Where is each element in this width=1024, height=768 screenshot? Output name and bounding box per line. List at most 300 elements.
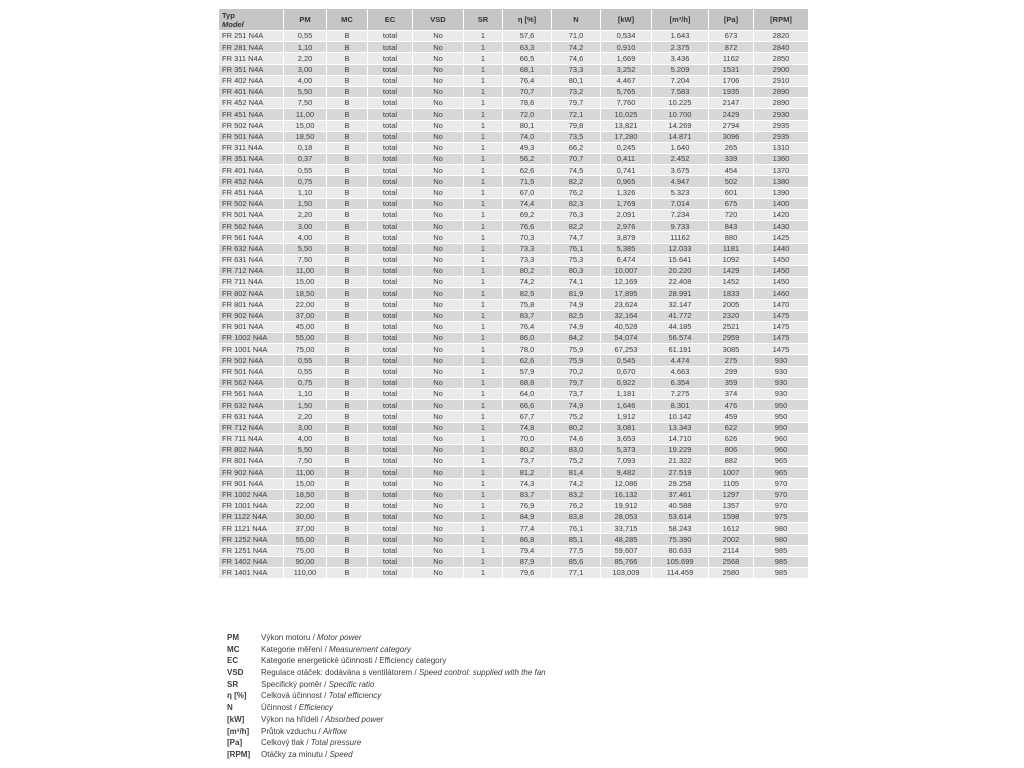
table-row [219,445,808,455]
cell-vsd: No [413,311,463,321]
cell-pa: 459 [709,411,753,421]
cell-rpm: 965 [754,456,808,466]
cell-vsd: No [413,322,463,332]
legend-item [227,738,546,750]
cell-pa: 3085 [709,344,753,354]
cell-pa: 1452 [709,277,753,287]
cell-mc: B [327,210,367,220]
cell-eta: 68,8 [503,378,551,388]
cell-kw: 0,922 [601,378,651,388]
cell-n: 85,6 [552,557,600,567]
cell-vsd: No [413,300,463,310]
cell-mc: B [327,445,367,455]
cell-rpm: 980 [754,534,808,544]
cell-eta: 67,7 [503,411,551,421]
cell-rpm: 980 [754,523,808,533]
cell-vsd: No [413,199,463,209]
cell-pa: 339 [709,154,753,164]
cell-m3h: 61.191 [652,344,708,354]
cell-pm: 18,50 [284,132,326,142]
cell-sr: 1 [464,355,502,365]
cell-m3h: 7.275 [652,389,708,399]
cell-kw: 0,910 [601,42,651,52]
cell-pm: 1,10 [284,188,326,198]
cell-kw: 0,670 [601,367,651,377]
cell-n: 80,3 [552,266,600,276]
cell-vsd: No [413,490,463,500]
cell-sr: 1 [464,333,502,343]
cell-model: FR 802 N4A [219,288,283,298]
table-row [219,98,808,108]
cell-rpm: 1460 [754,288,808,298]
cell-mc: B [327,534,367,544]
legend-english-text: Total efficiency [328,691,382,701]
cell-kw: 59,607 [601,546,651,556]
cell-rpm: 2850 [754,53,808,63]
cell-pm: 11,00 [284,266,326,276]
cell-kw: 0,411 [601,154,651,164]
cell-mc: B [327,523,367,533]
cell-n: 83,8 [552,512,600,522]
cell-ec: total [368,333,412,343]
cell-kw: 1,669 [601,53,651,63]
cell-rpm: 1390 [754,188,808,198]
cell-sr: 1 [464,411,502,421]
legend-abbr: N [227,703,233,713]
table-row [219,221,808,231]
cell-ec: total [368,154,412,164]
column-header-typ-label: Typ [222,10,235,20]
cell-sr: 1 [464,490,502,500]
legend-czech-text: Kategorie měření / [261,644,330,654]
cell-vsd: No [413,456,463,466]
cell-pm: 0,18 [284,143,326,153]
table-body [219,31,808,578]
fan-specs-table-wrap [218,8,798,579]
cell-m3h: 14.710 [652,434,708,444]
cell-kw: 7,760 [601,98,651,108]
cell-pa: 622 [709,423,753,433]
cell-kw: 1,646 [601,400,651,410]
cell-sr: 1 [464,423,502,433]
cell-kw: 6,474 [601,255,651,265]
cell-model: FR 562 N4A [219,378,283,388]
legend-czech-text: Celková účinnost / [261,691,329,701]
cell-model: FR 711 N4A [219,434,283,444]
cell-mc: B [327,344,367,354]
table-row [219,266,808,276]
cell-sr: 1 [464,479,502,489]
cell-pm: 37,00 [284,523,326,533]
legend-abbr: VSD [227,668,244,678]
cell-eta: 87,9 [503,557,551,567]
cell-vsd: No [413,501,463,511]
cell-m3h: 80.633 [652,546,708,556]
cell-m3h: 41.772 [652,311,708,321]
table-row [219,512,808,522]
cell-mc: B [327,512,367,522]
cell-sr: 1 [464,232,502,242]
cell-ec: total [368,434,412,444]
cell-pa: 2320 [709,311,753,321]
table-row [219,65,808,75]
legend-english-text: Efficiency category [379,656,447,666]
cell-kw: 28,053 [601,512,651,522]
table-row [219,210,808,220]
legend-abbr: SR [227,679,239,689]
cell-ec: total [368,523,412,533]
cell-mc: B [327,109,367,119]
cell-pm: 3,00 [284,221,326,231]
cell-kw: 48,285 [601,534,651,544]
cell-ec: total [368,490,412,500]
cell-n: 74,2 [552,42,600,52]
cell-kw: 1,326 [601,188,651,198]
cell-n: 74,9 [552,300,600,310]
table-row [219,523,808,533]
cell-n: 83,2 [552,490,600,500]
cell-model: FR 1002 N4A [219,490,283,500]
cell-n: 82,2 [552,176,600,186]
cell-eta: 69,2 [503,210,551,220]
legend [227,633,546,762]
cell-n: 74,9 [552,322,600,332]
cell-rpm: 1360 [754,154,808,164]
cell-pa: 454 [709,165,753,175]
cell-rpm: 1400 [754,199,808,209]
cell-model: FR 901 N4A [219,479,283,489]
cell-m3h: 32.147 [652,300,708,310]
cell-model: FR 562 N4A [219,221,283,231]
cell-vsd: No [413,400,463,410]
cell-kw: 2,976 [601,221,651,231]
cell-pm: 0,55 [284,165,326,175]
cell-model: FR 311 N4A [219,143,283,153]
cell-sr: 1 [464,344,502,354]
cell-model: FR 561 N4A [219,232,283,242]
cell-n: 74,1 [552,277,600,287]
cell-kw: 54,074 [601,333,651,343]
legend-description [261,738,361,747]
legend-abbr: [Pa] [227,738,243,748]
cell-n: 73,3 [552,65,600,75]
legend-english-text: Speed control: supplied with the fan [418,668,546,678]
cell-mc: B [327,255,367,265]
cell-model: FR 1251 N4A [219,546,283,556]
cell-mc: B [327,277,367,287]
cell-mc: B [327,199,367,209]
cell-ec: total [368,87,412,97]
cell-ec: total [368,445,412,455]
cell-model: FR 501 N4A [219,367,283,377]
cell-rpm: 985 [754,568,808,578]
cell-m3h: 20.220 [652,266,708,276]
column-header-ec: EC [368,9,412,30]
cell-pa: 275 [709,355,753,365]
legend-czech-text: Celkový tlak / [261,738,311,748]
cell-pm: 4,00 [284,434,326,444]
cell-pm: 2,20 [284,411,326,421]
cell-m3h: 105.699 [652,557,708,567]
cell-model: FR 452 N4A [219,176,283,186]
cell-n: 80,2 [552,423,600,433]
cell-sr: 1 [464,210,502,220]
cell-m3h: 4.663 [652,367,708,377]
cell-sr: 1 [464,266,502,276]
cell-mc: B [327,221,367,231]
table-row [219,322,808,332]
cell-mc: B [327,132,367,142]
legend-abbr: [kW] [227,714,245,724]
cell-m3h: 8.301 [652,400,708,410]
cell-m3h: 75.390 [652,534,708,544]
table-header-row [219,9,808,30]
cell-eta: 82,5 [503,288,551,298]
cell-eta: 86,0 [503,333,551,343]
cell-model: FR 902 N4A [219,467,283,477]
cell-m3h: 7.583 [652,87,708,97]
cell-ec: total [368,467,412,477]
cell-ec: total [368,165,412,175]
cell-model: FR 712 N4A [219,423,283,433]
cell-sr: 1 [464,221,502,231]
cell-n: 74,5 [552,165,600,175]
table-row [219,121,808,131]
cell-n: 66,2 [552,143,600,153]
cell-mc: B [327,176,367,186]
cell-rpm: 985 [754,546,808,556]
table-row [219,389,808,399]
cell-model: FR 401 N4A [219,87,283,97]
cell-pm: 2,20 [284,210,326,220]
cell-kw: 67,253 [601,344,651,354]
cell-ec: total [368,400,412,410]
legend-item [227,680,546,692]
cell-model: FR 502 N4A [219,355,283,365]
cell-eta: 49,3 [503,143,551,153]
cell-vsd: No [413,76,463,86]
cell-model: FR 631 N4A [219,255,283,265]
cell-eta: 77,4 [503,523,551,533]
cell-rpm: 950 [754,400,808,410]
cell-sr: 1 [464,557,502,567]
cell-ec: total [368,143,412,153]
column-header-pm: PM [284,9,326,30]
table-row [219,467,808,477]
cell-m3h: 13.343 [652,423,708,433]
legend-abbr: EC [227,656,239,666]
cell-model: FR 1001 N4A [219,501,283,511]
legend-czech-text: Výkon na hřídeli / [261,714,326,724]
table-row [219,87,808,97]
cell-m3h: 7.234 [652,210,708,220]
table-row [219,311,808,321]
cell-pa: 601 [709,188,753,198]
cell-rpm: 1430 [754,221,808,231]
cell-pa: 1092 [709,255,753,265]
cell-vsd: No [413,568,463,578]
legend-item [227,668,546,680]
cell-model: FR 281 N4A [219,42,283,52]
cell-ec: total [368,31,412,41]
cell-n: 75,9 [552,355,600,365]
legend-english-text: Total pressure [310,738,362,748]
column-header-vsd: VSD [413,9,463,30]
cell-kw: 23,624 [601,300,651,310]
cell-m3h: 5.209 [652,65,708,75]
cell-m3h: 2.452 [652,154,708,164]
cell-pa: 2959 [709,333,753,343]
cell-vsd: No [413,467,463,477]
cell-n: 82,2 [552,221,600,231]
cell-mc: B [327,423,367,433]
legend-czech-text: Průtok vzduchu / [261,726,323,736]
legend-english-text: Specific ratio [328,679,375,689]
cell-ec: total [368,501,412,511]
cell-pa: 502 [709,176,753,186]
cell-sr: 1 [464,244,502,254]
cell-n: 76,2 [552,501,600,511]
cell-mc: B [327,232,367,242]
cell-model: FR 561 N4A [219,389,283,399]
cell-pm: 5,50 [284,244,326,254]
cell-eta: 84,9 [503,512,551,522]
cell-pa: 1612 [709,523,753,533]
cell-pm: 2,20 [284,53,326,63]
cell-pa: 1706 [709,76,753,86]
cell-model: FR 1001 N4A [219,344,283,354]
cell-model: FR 451 N4A [219,109,283,119]
cell-pa: 1531 [709,65,753,75]
cell-pa: 626 [709,434,753,444]
cell-vsd: No [413,367,463,377]
legend-abbr: MC [227,644,240,654]
cell-mc: B [327,98,367,108]
cell-rpm: 950 [754,411,808,421]
cell-kw: 5,373 [601,445,651,455]
cell-vsd: No [413,165,463,175]
cell-n: 79,8 [552,121,600,131]
table-row [219,232,808,242]
cell-pm: 1,10 [284,389,326,399]
cell-pm: 15,00 [284,277,326,287]
cell-ec: total [368,132,412,142]
table-row [219,76,808,86]
cell-pa: 2005 [709,300,753,310]
legend-english-text: Measurement category [329,644,411,654]
table-row [219,188,808,198]
cell-kw: 32,164 [601,311,651,321]
cell-vsd: No [413,277,463,287]
legend-item [227,691,546,703]
cell-kw: 1,769 [601,199,651,209]
cell-kw: 12,086 [601,479,651,489]
cell-eta: 73,3 [503,244,551,254]
cell-sr: 1 [464,523,502,533]
cell-mc: B [327,378,367,388]
cell-kw: 0,534 [601,31,651,41]
cell-vsd: No [413,344,463,354]
cell-eta: 75,8 [503,300,551,310]
cell-rpm: 2890 [754,87,808,97]
cell-mc: B [327,568,367,578]
cell-n: 70,2 [552,367,600,377]
cell-vsd: No [413,121,463,131]
table-row [219,53,808,63]
cell-model: FR 1122 N4A [219,512,283,522]
cell-vsd: No [413,154,463,164]
cell-eta: 70,7 [503,87,551,97]
column-header-model-label: Model [222,19,244,29]
cell-rpm: 985 [754,557,808,567]
cell-vsd: No [413,53,463,63]
cell-n: 72,1 [552,109,600,119]
cell-model: FR 402 N4A [219,76,283,86]
cell-model: FR 632 N4A [219,400,283,410]
cell-sr: 1 [464,512,502,522]
cell-pm: 1,10 [284,42,326,52]
cell-pa: 882 [709,456,753,466]
cell-ec: total [368,534,412,544]
cell-n: 73,2 [552,87,600,97]
cell-ec: total [368,98,412,108]
cell-ec: total [368,300,412,310]
cell-n: 75,9 [552,344,600,354]
cell-vsd: No [413,557,463,567]
cell-mc: B [327,557,367,567]
cell-mc: B [327,154,367,164]
cell-rpm: 930 [754,389,808,399]
cell-n: 84,2 [552,333,600,343]
cell-pm: 1,50 [284,400,326,410]
cell-sr: 1 [464,31,502,41]
cell-mc: B [327,31,367,41]
cell-pa: 1162 [709,53,753,63]
cell-kw: 5,385 [601,244,651,254]
legend-item [227,750,546,762]
cell-rpm: 1475 [754,333,808,343]
cell-sr: 1 [464,311,502,321]
cell-ec: total [368,65,412,75]
cell-sr: 1 [464,176,502,186]
cell-kw: 1,181 [601,389,651,399]
cell-ec: total [368,423,412,433]
legend-description [261,656,446,665]
cell-sr: 1 [464,121,502,131]
cell-m3h: 37.461 [652,490,708,500]
cell-ec: total [368,355,412,365]
table-row [219,568,808,578]
cell-ec: total [368,367,412,377]
cell-eta: 83,7 [503,311,551,321]
cell-pm: 5,50 [284,445,326,455]
cell-eta: 57,6 [503,31,551,41]
cell-vsd: No [413,266,463,276]
cell-eta: 79,6 [503,568,551,578]
cell-model: FR 712 N4A [219,266,283,276]
cell-mc: B [327,501,367,511]
cell-ec: total [368,266,412,276]
cell-n: 75,2 [552,456,600,466]
cell-m3h: 19.229 [652,445,708,455]
cell-model: FR 631 N4A [219,411,283,421]
cell-rpm: 1450 [754,266,808,276]
legend-description [261,633,362,642]
legend-czech-text: Regulace otáček: dodávána s ventilátorem / [261,668,419,678]
table-row [219,143,808,153]
cell-sr: 1 [464,534,502,544]
table-row [219,255,808,265]
